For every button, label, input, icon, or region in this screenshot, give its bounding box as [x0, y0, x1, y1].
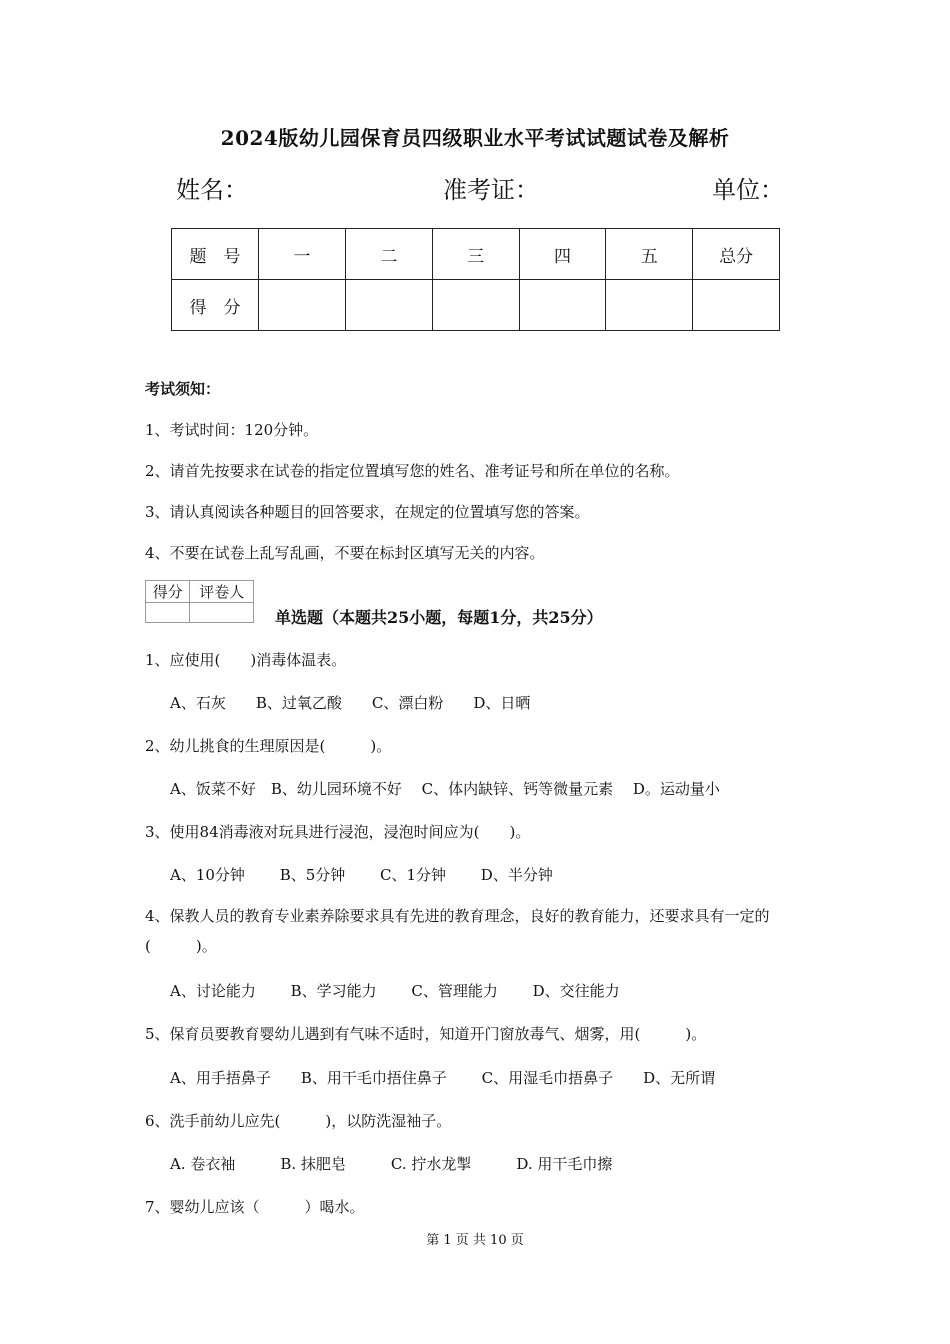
question-text: 3、使用84消毒液对玩具进行浸泡，浸泡时间应为( )。 — [145, 823, 531, 841]
grader-name-label: 评卷人 — [190, 581, 254, 603]
score-header-cell: 五 — [606, 229, 693, 280]
notice-item: 1、考试时间：120分钟。 — [145, 421, 319, 439]
question-options: A、石灰 B、过氧乙酸 C、漂白粉 D、日晒 — [170, 694, 531, 712]
score-table-score-row — [172, 280, 780, 331]
exam-number-label: 准考证： — [443, 176, 539, 204]
question-options: A. 卷衣袖 B. 抹肥皂 C. 拧水龙掣 D. 用干毛巾擦 — [170, 1155, 613, 1173]
question-options: A、用手捂鼻子 B、用干毛巾捂住鼻子 C、用湿毛巾捂鼻子 D、无所谓 — [170, 1069, 716, 1087]
question-text: 5、保育员要教育婴幼儿遇到有气味不适时，知道开门窗放毒气、烟雾，用( )。 — [145, 1025, 707, 1043]
question-options: A、讨论能力 B、学习能力 C、管理能力 D、交往能力 — [170, 982, 620, 1000]
notice-item: 4、不要在试卷上乱写乱画，不要在标封区填写无关的内容。 — [145, 544, 545, 562]
notice-item: 3、请认真阅读各种题目的回答要求，在规定的位置填写您的答案。 — [145, 503, 590, 521]
score-header-cell: 四 — [519, 229, 606, 280]
notice-heading: 考试须知： — [145, 380, 221, 398]
score-cell — [432, 280, 519, 331]
grader-box — [145, 580, 254, 623]
question-text: 2、幼儿挑食的生理原因是( )。 — [145, 737, 392, 755]
score-table-header-row — [172, 229, 780, 280]
score-header-cell: 题 号 — [172, 229, 259, 280]
page-title: 2024版幼儿园保育员四级职业水平考试试题试卷及解析 — [220, 126, 730, 150]
question-text: 6、洗手前幼儿应先( )，以防洗湿袖子。 — [145, 1112, 452, 1130]
name-label: 姓名： — [176, 176, 248, 204]
score-header-cell: 一 — [259, 229, 346, 280]
score-cell — [345, 280, 432, 331]
score-cell — [519, 280, 606, 331]
question-options: A、10分钟 B、5分钟 C、1分钟 D、半分钟 — [170, 866, 553, 884]
question-text: 7、婴幼儿应该（ ）喝水。 — [145, 1198, 365, 1216]
question-text: 1、应使用( )消毒体温表。 — [145, 651, 347, 669]
page-footer: 第 1 页 共 10 页 — [426, 1233, 524, 1248]
notice-item: 2、请首先按要求在试卷的指定位置填写您的姓名、准考证号和所在单位的名称。 — [145, 462, 680, 480]
score-header-cell: 二 — [345, 229, 432, 280]
grader-name-cell — [190, 603, 254, 623]
score-header-cell: 总分 — [693, 229, 780, 280]
score-cell — [259, 280, 346, 331]
unit-label: 单位： — [712, 176, 784, 204]
score-table — [171, 228, 780, 331]
score-header-cell: 三 — [432, 229, 519, 280]
section-title: 单选题（本题共25小题，每题1分，共25分） — [275, 608, 603, 627]
score-cell — [693, 280, 780, 331]
score-row-label: 得 分 — [172, 280, 259, 331]
question-text: 4、保教人员的教育专业素养除要求具有先进的教育理念，良好的教育能力，还要求具有一定的( )。 — [145, 907, 770, 955]
grader-score-label: 得分 — [146, 581, 190, 603]
grader-score-cell — [146, 603, 190, 623]
score-cell — [606, 280, 693, 331]
question-options: A、饭菜不好 B、幼儿园环境不好 C、体内缺锌、钙等微量元素 D。运动量小 — [170, 780, 720, 798]
